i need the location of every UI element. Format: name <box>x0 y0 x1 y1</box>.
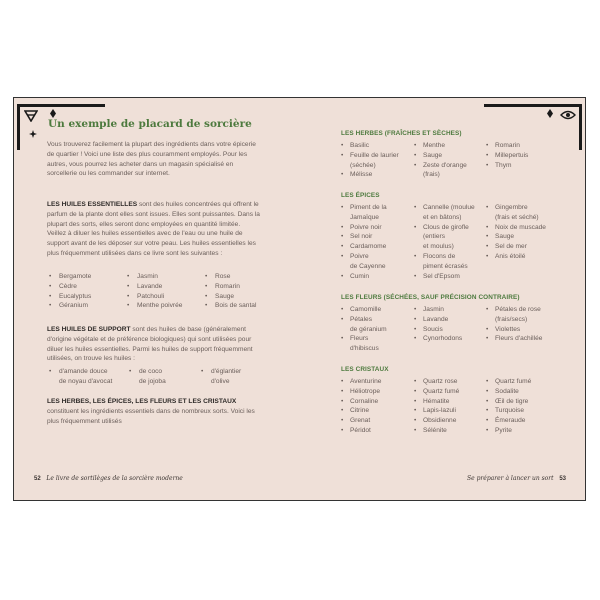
list-item: • Sélénite <box>414 426 459 436</box>
list-item: • Lapis-lazuli <box>414 406 459 416</box>
list-item: • Anis étoilé <box>486 252 546 262</box>
herbs-paragraph <box>47 397 261 426</box>
list-item: • Cannelle (moulue <box>414 203 475 213</box>
list-item: • Géranium <box>49 301 121 311</box>
list-item: • Flocons de <box>414 252 475 262</box>
list-item: • Pyrite <box>486 426 531 436</box>
essential-oils-heading: LES HUILES ESSENTIELLES <box>47 201 138 208</box>
diamond-ornament-icon <box>50 109 56 118</box>
list-item: • Citrine <box>341 406 381 416</box>
section-heading-epices: LES ÉPICES <box>341 192 380 199</box>
right-frame-bar <box>579 104 582 150</box>
list-item: • Grenat <box>341 416 381 426</box>
list-item: • Sauge <box>486 232 546 242</box>
list-item: • Sel d'Epsom <box>414 272 475 282</box>
list-item: • Sel de mer <box>486 242 546 252</box>
list-item: • Émeraude <box>486 416 531 426</box>
list-item: de géranium <box>350 325 387 333</box>
list-item: • Jasmin <box>414 305 462 315</box>
list-item: • Poivre <box>341 252 387 262</box>
list-item: • Sauge <box>414 151 467 161</box>
fleurs-column <box>414 305 462 344</box>
herbes-column <box>486 141 528 170</box>
triangle-element-icon <box>24 110 38 122</box>
list-item: • d'églantier <box>201 367 273 377</box>
list-item: • de coco <box>129 367 195 377</box>
list-item: • Mélisse <box>341 170 399 180</box>
list-item: • Patchouli <box>127 292 199 302</box>
list-item: • Noix de muscade <box>486 223 546 233</box>
list-item: de Cayenne <box>350 262 386 270</box>
chapter-title: Se préparer à lancer un sort <box>467 475 554 482</box>
list-item: • Zeste d'orange <box>414 161 467 171</box>
list-item: • Sel noir <box>341 232 387 242</box>
cristaux-column <box>414 377 459 436</box>
intro-paragraph: Vous trouverez facilement la plupart des ingrédients dans votre épicerie de quartier ! Voici une liste des plus couramment employés. Pour les autres, vous pourrez les acheter dans un magasin spécialisé en sorcellerie ou les commander sur internet. <box>47 141 256 178</box>
list-item: (frais/secs) <box>495 315 528 323</box>
list-item: (frais et séché) <box>495 213 539 221</box>
list-item: • Thym <box>486 161 528 171</box>
fleurs-column <box>486 305 542 344</box>
right-footer <box>467 475 566 482</box>
list-item: • Soucis <box>414 325 462 335</box>
list-item: piment écrasés <box>423 262 468 270</box>
list-item: • Feuille de laurier <box>341 151 399 161</box>
list-item: • Cumin <box>341 272 387 282</box>
herbes-column <box>341 141 399 180</box>
list-item: • Rose <box>205 272 277 282</box>
top-right-frame-bar <box>484 104 582 107</box>
book-title: Le livre de sortilèges de la sorcière moderne <box>46 475 183 482</box>
top-left-frame-bar <box>17 104 105 107</box>
cristaux-column <box>486 377 531 436</box>
left-frame-bar <box>17 104 20 150</box>
list-item: • Bergamote <box>49 272 121 282</box>
list-item: • Romarin <box>205 282 277 292</box>
herbs-heading: LES HERBES, LES ÉPICES, LES FLEURS ET LES CRISTAUX <box>47 398 237 405</box>
list-item: • Cynorhodons <box>414 334 462 344</box>
page-title: Un exemple de placard de sorcière <box>48 118 252 130</box>
list-item: d'olive <box>211 377 230 385</box>
list-item: et moulus) <box>423 243 454 251</box>
list-item: et en bâtons) <box>423 213 462 221</box>
list-item: • Cèdre <box>49 282 121 292</box>
list-item: • Menthe <box>414 141 467 151</box>
list-item: • Lavande <box>127 282 199 292</box>
list-item: • Hématite <box>414 397 459 407</box>
list-item: • Pétales <box>341 315 387 325</box>
list-item: • Millepertuis <box>486 151 528 161</box>
list-item: • Quartz fumé <box>486 377 531 387</box>
sparkle-icon <box>29 130 37 138</box>
list-item: • Bois de santal <box>205 301 277 311</box>
list-item: • Œil de tigre <box>486 397 531 407</box>
page-number: 52 <box>34 476 41 482</box>
list-item: • Eucalyptus <box>49 292 121 302</box>
list-item: • Fleurs <box>341 334 387 344</box>
support-oils-text: sont des huiles de base (généralement d'origine végétale et de préférence biologiques) qui sont utilisées pour diluer les huiles essentielles. Parmi les huiles de support fréquemment utilisées, on trouve les huiles : <box>47 326 253 363</box>
list-item: • Piment de la <box>341 203 387 213</box>
list-item: de noyau d'avocat <box>59 377 113 385</box>
list-item: (entiers <box>423 233 445 241</box>
herbs-text: constituent les ingrédients essentiels dans de nombreux sorts. Voici les plus fréquemment utilisés <box>47 407 255 425</box>
list-item: • Romarin <box>486 141 528 151</box>
support-oils-heading: LES HUILES DE SUPPORT <box>47 326 131 333</box>
list-item: • Quartz rose <box>414 377 459 387</box>
list-item: • Camomille <box>341 305 387 315</box>
list-item: • d'amande douce <box>49 367 123 377</box>
list-item: • Clous de girofle <box>414 223 475 233</box>
page-number: 53 <box>559 476 566 482</box>
list-item: • Péridot <box>341 426 381 436</box>
herbes-column <box>414 141 467 180</box>
essential-oils-list <box>49 272 277 311</box>
list-item: • Menthe poivrée <box>127 301 199 311</box>
list-item: (séchée) <box>350 161 376 169</box>
fleurs-column <box>341 305 387 354</box>
list-item: • Violettes <box>486 325 542 335</box>
list-item: • Gingembre <box>486 203 546 213</box>
list-item: • Basilic <box>341 141 399 151</box>
list-item: • Turquoise <box>486 406 531 416</box>
eye-icon <box>560 110 576 120</box>
list-item: • Poivre noir <box>341 223 387 233</box>
list-item: • Obsidienne <box>414 416 459 426</box>
list-item: • Fleurs d'achillée <box>486 334 542 344</box>
list-item: • Sodalite <box>486 387 531 397</box>
left-footer <box>34 475 183 482</box>
section-heading-fleurs: LES FLEURS (SÉCHÉES, SAUF PRÉCISION CONTRAIRE) <box>341 294 520 301</box>
list-item: (frais) <box>423 171 440 179</box>
cristaux-column <box>341 377 381 436</box>
essential-oils-paragraph <box>47 200 261 259</box>
list-item: • Aventurine <box>341 377 381 387</box>
list-item: • Lavande <box>414 315 462 325</box>
diamond-ornament-icon <box>547 109 553 118</box>
list-item: • Héliotrope <box>341 387 381 397</box>
list-item: Jamaïque <box>350 213 379 221</box>
section-heading-cristaux: LES CRISTAUX <box>341 366 389 373</box>
list-item: • Sauge <box>205 292 277 302</box>
epices-column <box>341 203 387 281</box>
epices-column <box>486 203 546 262</box>
support-oils-list <box>49 367 273 387</box>
list-item: • Pétales de rose <box>486 305 542 315</box>
list-item: • Quartz fumé <box>414 387 459 397</box>
list-item: d'hibiscus <box>350 345 379 353</box>
list-item: de jojoba <box>139 377 166 385</box>
section-heading-herbes: LES HERBES (FRAÎCHES ET SÈCHES) <box>341 130 462 137</box>
list-item: • Cornaline <box>341 397 381 407</box>
list-item: • Jasmin <box>127 272 199 282</box>
epices-column <box>414 203 475 281</box>
support-oils-paragraph <box>47 325 261 364</box>
list-item: • Cardamome <box>341 242 387 252</box>
essential-oils-text: sont des huiles concentrées qui offrent le parfum de la plante dont elles sont issues. Elles sont puissantes. Dans la plupart des sorts, elles seront donc employées en quantité limitée. Veillez à diluer les huiles essentielles avec de l'eau ou une huile de support avant de les déposer sur votre peau. Les huiles essentielles les plus fréquemment utilisées dans ce livre sont les suivantes : <box>47 201 260 257</box>
